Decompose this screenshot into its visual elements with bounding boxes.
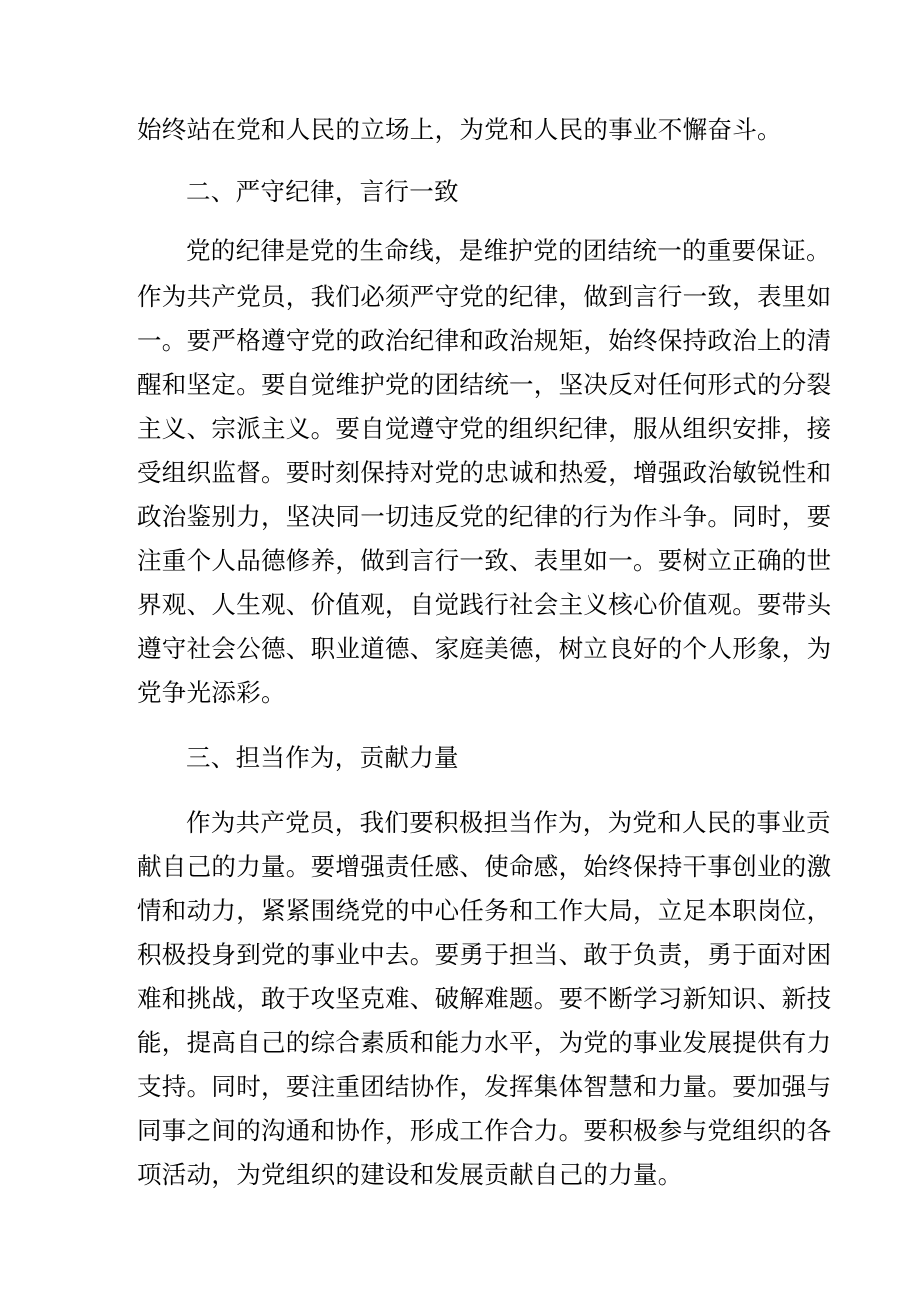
paragraph-line: 献自己的力量。要增强责任感、使命感，始终保持干事创业的激 bbox=[137, 852, 832, 881]
intro-line: 始终站在党和人民的立场上，为党和人民的事业不懈奋斗。 bbox=[137, 115, 782, 144]
paragraph-line: 作为共产党员，我们必须严守党的纪律，做到言行一致，表里如 bbox=[137, 282, 832, 311]
section-heading-discipline: 二、严守纪律，言行一致 bbox=[186, 177, 459, 206]
paragraph-line: 受组织监督。要时刻保持对党的忠诚和热爱，增强政治敏锐性和 bbox=[137, 458, 832, 487]
paragraph-line: 难和挑战，敢于攻坚克难、破解难题。要不断学习新知识、新技 bbox=[137, 984, 832, 1013]
paragraph-line: 积极投身到党的事业中去。要勇于担当、敢于负责，勇于面对困 bbox=[137, 940, 832, 969]
paragraph-line: 党的纪律是党的生命线，是维护党的团结统一的重要保证。 bbox=[186, 236, 831, 265]
paragraph-line: 情和动力，紧紧围绕党的中心任务和工作大局，立足本职岗位， bbox=[137, 896, 832, 925]
paragraph-line: 政治鉴别力，坚决同一切违反党的纪律的行为作斗争。同时，要 bbox=[137, 502, 832, 531]
paragraph-line: 项活动，为党组织的建设和发展贡献自己的力量。 bbox=[137, 1160, 683, 1189]
paragraph-line: 界观、人生观、价值观，自觉践行社会主义核心价值观。要带头 bbox=[137, 590, 832, 619]
paragraph-line: 能，提高自己的综合素质和能力水平，为党的事业发展提供有力 bbox=[137, 1028, 832, 1057]
section-heading-responsibility: 三、担当作为，贡献力量 bbox=[186, 743, 459, 772]
paragraph-line: 同事之间的沟通和协作，形成工作合力。要积极参与党组织的各 bbox=[137, 1116, 832, 1145]
paragraph-line: 遵守社会公德、职业道德、家庭美德，树立良好的个人形象，为 bbox=[137, 634, 832, 663]
paragraph-line: 醒和坚定。要自觉维护党的团结统一，坚决反对任何形式的分裂 bbox=[137, 370, 832, 399]
paragraph-line: 作为共产党员，我们要积极担当作为，为党和人民的事业贡 bbox=[186, 808, 831, 837]
paragraph-line: 党争光添彩。 bbox=[137, 678, 286, 707]
paragraph-line: 一。要严格遵守党的政治纪律和政治规矩，始终保持政治上的清 bbox=[137, 326, 832, 355]
paragraph-line: 主义、宗派主义。要自觉遵守党的组织纪律，服从组织安排，接 bbox=[137, 414, 832, 443]
paragraph-line: 支持。同时，要注重团结协作，发挥集体智慧和力量。要加强与 bbox=[137, 1072, 832, 1101]
paragraph-line: 注重个人品德修养，做到言行一致、表里如一。要树立正确的世 bbox=[137, 546, 832, 575]
